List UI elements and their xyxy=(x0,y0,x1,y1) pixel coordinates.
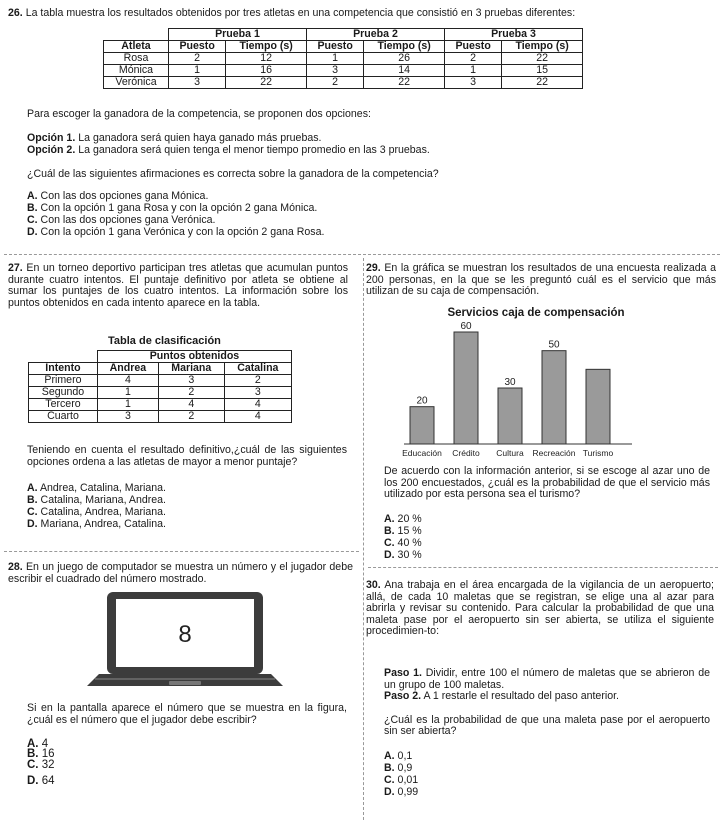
q26-option-2-label: Opción 2. xyxy=(27,144,76,156)
q26-cell: 22 xyxy=(364,77,445,89)
q26-cell: 2 xyxy=(168,53,225,65)
q29-body xyxy=(384,466,710,561)
q26-group-2: Prueba 2 xyxy=(306,29,444,41)
answer-text: 4 xyxy=(41,738,49,750)
q27-cell: 4 xyxy=(158,399,224,411)
answer-option[interactable] xyxy=(27,506,347,518)
q27-attempt: Segundo xyxy=(29,387,98,399)
q26-cell: 3 xyxy=(306,65,363,77)
answer-text: Catalina, Andrea, Mariana. xyxy=(40,506,166,518)
answer-option[interactable] xyxy=(27,202,707,214)
answer-letter: A. xyxy=(27,482,38,494)
answer-option[interactable] xyxy=(384,537,710,549)
answer-letter: A. xyxy=(384,512,395,525)
chart-category-label: Crédito xyxy=(452,448,480,458)
chart-bar xyxy=(586,369,610,444)
answer-option[interactable] xyxy=(27,775,347,787)
question-30 xyxy=(366,580,714,638)
q27-row-header: Intento xyxy=(29,363,98,375)
q27-question: Teniendo en cuenta el resultado definitivo,¿cuál de las siguientes opciones ordena a las atletas de mayor a menor puntaje? xyxy=(27,444,347,468)
answer-letter: B. xyxy=(27,494,38,506)
question-28 xyxy=(8,562,353,585)
q29-stem-text: En la gráfica se muestran los resultados de una encuesta realizada a 200 personas, en la que se les preguntó cuál es el servicio que más utilizan de su caja de compensación. xyxy=(366,262,716,297)
q30-step-1-text: Dividir, entre 100 el número de maletas que se abrieron de un grupo de 100 maletas. xyxy=(384,667,710,691)
q30-stem xyxy=(366,580,714,638)
answer-option[interactable] xyxy=(27,759,347,771)
q30-number: 30. xyxy=(366,579,381,591)
table-row xyxy=(29,387,292,399)
answer-option[interactable] xyxy=(384,762,710,774)
chart-data-label: 20 xyxy=(416,395,428,407)
table-row xyxy=(29,411,292,423)
answer-option[interactable] xyxy=(384,525,710,537)
answer-option[interactable] xyxy=(384,786,710,798)
bar-chart xyxy=(400,320,650,460)
table-row xyxy=(29,375,292,387)
q27-attempt: Tercero xyxy=(29,399,98,411)
answer-text: 64 xyxy=(41,775,55,787)
q26-stem-text: La tabla muestra los resultados obtenidos por tres atletas en una competencia que consistió en 3 pruebas diferentes: xyxy=(25,7,576,19)
q28-stem-text: En un juego de computador se muestra un número y el jugador debe escribir el cuadrado del número mostrado. xyxy=(8,561,353,585)
q26-athlete: Rosa xyxy=(104,53,169,65)
q26-cell: 15 xyxy=(502,65,583,77)
answer-option[interactable] xyxy=(384,513,710,525)
q27-number: 27. xyxy=(8,262,23,274)
q26-question: ¿Cuál de las siguientes afirmaciones es correcta sobre la ganadora de la competencia? xyxy=(27,168,439,180)
table-row xyxy=(104,65,583,77)
answer-option[interactable] xyxy=(384,549,710,561)
q27-cell: 1 xyxy=(97,387,158,399)
q27-column-header: Catalina xyxy=(224,363,291,375)
q26-body xyxy=(27,108,707,238)
q26-option-2 xyxy=(27,144,707,156)
q26-cell: 22 xyxy=(502,77,583,89)
q26-option-1-text: La ganadora será quien haya ganado más pruebas. xyxy=(75,132,322,144)
answer-letter: A. xyxy=(384,749,395,762)
answer-letter: B. xyxy=(384,761,395,774)
q27-cell: 4 xyxy=(224,411,291,423)
q26-number: 26. xyxy=(8,7,23,19)
answer-letter: D. xyxy=(27,775,39,787)
q26-subheader: Tiempo (s) xyxy=(364,41,445,53)
q27-attempt: Primero xyxy=(29,375,98,387)
section-divider xyxy=(4,254,720,255)
q26-stem xyxy=(8,7,718,19)
q26-cell: 2 xyxy=(444,53,501,65)
section-divider xyxy=(368,567,718,568)
q30-question: ¿Cuál es la probabilidad de que una maleta pase por el aeropuerto sin ser abierta? xyxy=(384,713,710,737)
answer-option[interactable] xyxy=(27,226,707,238)
q27-cell: 1 xyxy=(97,399,158,411)
chart-bar xyxy=(410,407,434,444)
answer-text: 0,01 xyxy=(397,773,419,786)
q28-number: 28. xyxy=(8,561,23,573)
answer-text: 40 % xyxy=(397,536,422,549)
q30-step-1-label: Paso 1. xyxy=(384,667,422,679)
q27-column-header: Mariana xyxy=(158,363,224,375)
q27-column-header: Andrea xyxy=(97,363,158,375)
answer-text: 15 % xyxy=(397,524,422,537)
answer-letter: B. xyxy=(384,524,395,537)
column-divider xyxy=(363,258,364,820)
answer-letter: C. xyxy=(27,506,38,518)
screen-number: 8 xyxy=(178,621,192,648)
chart-bar xyxy=(542,351,566,444)
question-26 xyxy=(8,7,718,19)
q27-cell: 2 xyxy=(224,375,291,387)
q26-cell: 26 xyxy=(364,53,445,65)
q26-cell: 1 xyxy=(444,65,501,77)
q30-answers xyxy=(384,750,710,798)
answer-text: Con las dos opciones gana Verónica. xyxy=(40,214,216,226)
answer-text: Mariana, Andrea, Catalina. xyxy=(40,518,166,530)
q27-cell: 3 xyxy=(97,411,158,423)
q26-subheader: Tiempo (s) xyxy=(502,41,583,53)
question-27 xyxy=(8,263,348,309)
answer-letter: C. xyxy=(384,536,395,549)
q26-subheader: Puesto xyxy=(306,41,363,53)
chart-category-label: Turismo xyxy=(582,448,614,458)
answer-letter: B. xyxy=(27,748,39,760)
chart-category-label: Educación xyxy=(402,448,442,458)
table-row xyxy=(104,53,583,65)
q28-answers xyxy=(27,738,347,787)
chart-category-label: Cultura xyxy=(496,448,524,458)
laptop-illustration xyxy=(85,590,285,690)
answer-text: Con la opción 1 gana Verónica y con la opción 2 gana Rosa. xyxy=(40,226,325,238)
answer-option[interactable] xyxy=(27,750,347,759)
answer-letter: B. xyxy=(27,202,38,214)
answer-text: 30 % xyxy=(397,548,422,561)
answer-letter: D. xyxy=(384,548,395,561)
answer-text: 20 % xyxy=(397,512,422,525)
q27-attempt: Cuarto xyxy=(29,411,98,423)
answer-text: 0,1 xyxy=(397,749,413,762)
q26-athlete: Mónica xyxy=(104,65,169,77)
answer-text: 0,99 xyxy=(397,785,419,798)
q30-step-2-label: Paso 2. xyxy=(384,690,422,702)
q30-step-2 xyxy=(384,691,710,703)
q27-stem xyxy=(8,263,348,309)
laptop-touchpad xyxy=(169,681,201,685)
q27-cell: 3 xyxy=(224,387,291,399)
q30-step-2-text: A 1 restarle el resultado del paso anterior. xyxy=(421,690,619,702)
chart-data-label: 30 xyxy=(504,377,516,388)
chart-bar xyxy=(498,388,522,444)
table-row xyxy=(29,399,292,411)
q28-body xyxy=(27,703,347,787)
chart-data-label: 60 xyxy=(460,321,472,332)
answer-letter: D. xyxy=(27,226,38,238)
q26-subheader: Puesto xyxy=(444,41,501,53)
answer-text: Con las dos opciones gana Mónica. xyxy=(40,190,209,202)
answer-text: 0,9 xyxy=(397,761,413,774)
answer-letter: C. xyxy=(27,214,38,226)
q27-cell: 2 xyxy=(158,387,224,399)
q26-athlete: Verónica xyxy=(104,77,169,89)
q27-stem-text: En un torneo deportivo participan tres atletas que acumulan puntos durante cuatro intentos. El puntaje definitivo por atleta se obtiene al sumar los puntajes de los cuatro intentos. La información sobre los puntos obtenidos en cada intento aparece en la tabla. xyxy=(8,262,348,309)
q27-cell: 2 xyxy=(158,411,224,423)
answer-letter: D. xyxy=(384,785,395,798)
chart-category-label: Recreación xyxy=(532,448,576,458)
q29-stem xyxy=(366,263,716,298)
table-row xyxy=(104,77,583,89)
q28-question: Si en la pantalla aparece el número que se muestra en la figura, ¿cuál es el número que el jugador debe escribir? xyxy=(27,702,347,726)
answer-text: Catalina, Mariana, Andrea. xyxy=(40,494,166,506)
chart-data-label: 50 xyxy=(548,339,560,351)
q27-cell: 3 xyxy=(158,375,224,387)
q27-table-title: Tabla de clasificación xyxy=(108,335,221,347)
q26-subheader: Tiempo (s) xyxy=(226,41,307,53)
q27-body xyxy=(27,445,347,530)
q26-cell: 12 xyxy=(226,53,307,65)
answer-option[interactable] xyxy=(27,214,707,226)
answer-text: 32 xyxy=(41,759,55,771)
q30-body xyxy=(384,668,710,798)
q26-group-1: Prueba 1 xyxy=(168,29,306,41)
answer-option[interactable] xyxy=(27,482,347,494)
q30-stem-text: Ana trabaja en el área encargada de la vigilancia de un aeropuerto; allá, de cada 10 maletas que se registran, se elige una al azar para abrirla y revisar su contenido. Para calcular la probabilidad de que una maleta pase por el aeropuerto sin ser abierta, se utiliza el siguiente procedimien-to: xyxy=(366,579,714,637)
q26-cell: 14 xyxy=(364,65,445,77)
q26-cell: 22 xyxy=(502,53,583,65)
q26-cell: 1 xyxy=(306,53,363,65)
answer-option[interactable] xyxy=(27,738,347,750)
chart-bar xyxy=(454,332,478,444)
q26-results-table xyxy=(103,28,583,89)
answer-option[interactable] xyxy=(384,750,710,762)
q27-answers xyxy=(27,482,347,530)
q26-cell: 1 xyxy=(168,65,225,77)
q29-answers xyxy=(384,513,710,561)
q26-option-1 xyxy=(27,132,707,144)
q26-option-1-label: Opción 1. xyxy=(27,132,76,144)
q27-cell: 4 xyxy=(97,375,158,387)
q26-cell: 2 xyxy=(306,77,363,89)
section-divider xyxy=(4,551,359,552)
q30-step-1 xyxy=(384,668,710,691)
answer-option[interactable] xyxy=(27,494,347,506)
answer-letter: A. xyxy=(27,738,39,750)
chart-title: Servicios caja de compensación xyxy=(447,307,625,319)
q27-classification-table xyxy=(28,350,292,423)
answer-letter: A. xyxy=(27,190,38,202)
answer-option[interactable] xyxy=(27,190,707,202)
answer-text: 16 xyxy=(41,748,55,760)
q26-cell: 3 xyxy=(168,77,225,89)
q26-cell: 22 xyxy=(226,77,307,89)
q26-group-3: Prueba 3 xyxy=(444,29,582,41)
q29-question: De acuerdo con la información anterior, si se escoge al azar uno de los 200 encuestados, ¿cuál es la probabilidad de que el servicio más utilizado por esta persona sea el turismo? xyxy=(384,465,710,500)
answer-text: Andrea, Catalina, Mariana. xyxy=(39,482,166,494)
question-29 xyxy=(366,263,716,298)
q27-group: Puntos obtenidos xyxy=(97,351,291,363)
q29-number: 29. xyxy=(366,262,381,274)
q28-stem xyxy=(8,562,353,585)
q26-subheader: Puesto xyxy=(168,41,225,53)
answer-letter: D. xyxy=(27,518,38,530)
answer-option[interactable] xyxy=(384,774,710,786)
q26-row-header: Atleta xyxy=(104,41,169,53)
q26-cell: 3 xyxy=(444,77,501,89)
answer-letter: C. xyxy=(27,759,39,771)
answer-option[interactable] xyxy=(27,518,347,530)
answer-letter: C. xyxy=(384,773,395,786)
q26-answers xyxy=(27,190,707,238)
q27-cell: 4 xyxy=(224,399,291,411)
q26-cell: 16 xyxy=(226,65,307,77)
q26-option-2-text: La ganadora será quien tenga el menor tiempo promedio en las 3 pruebas. xyxy=(75,144,430,156)
q26-intro: Para escoger la ganadora de la competencia, se proponen dos opciones: xyxy=(27,108,371,120)
answer-text: Con la opción 1 gana Rosa y con la opción 2 gana Mónica. xyxy=(40,202,318,214)
